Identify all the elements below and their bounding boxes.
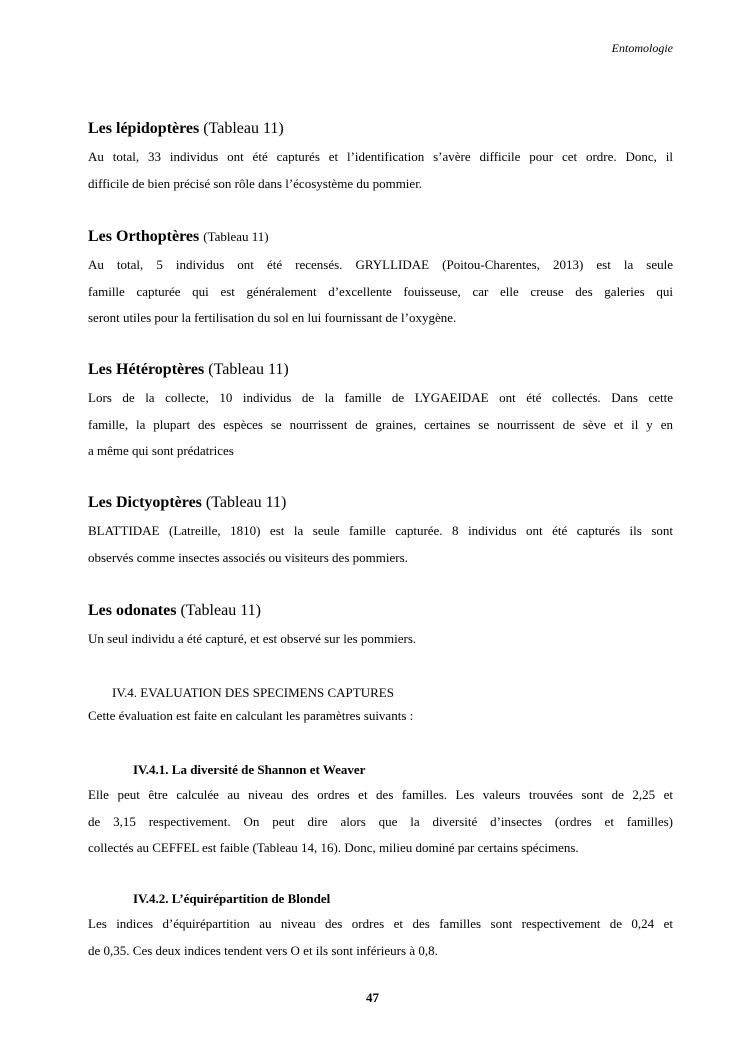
section-paragraph: Lors de la collecte, 10 individus de la famille de LYGAEIDAE ont été collectés. Dans cette famille, la plupart des espèces se nourrissent de graines, certaines se nourrissent de sève et il y en a même qui sont prédatrices [88, 390, 673, 458]
section-evaluation [88, 683, 673, 727]
section-blondel [88, 889, 673, 964]
section-heading: Les Orthoptères (Tableau 11) [88, 228, 269, 245]
blondel-heading: IV.4.2. L’équirépartition de Blondel [133, 891, 331, 906]
section-heading: Les odonates (Tableau 11) [88, 602, 261, 619]
section-paragraph: Un seul individu a été capturé, et est observé sur les pommiers. [88, 631, 417, 646]
section-heading: Les lépidoptères (Tableau 11) [88, 120, 284, 137]
evaluation-intro: Cette évaluation est faite en calculant les paramètres suivants : [88, 708, 414, 723]
section-heteropteres [88, 359, 673, 465]
section-dictyopteres [88, 492, 673, 571]
evaluation-heading: IV.4. EVALUATION DES SPECIMENS CAPTURES [112, 685, 394, 700]
section-odonates [88, 600, 673, 653]
section-orthopteres [88, 226, 673, 332]
shannon-heading: IV.4.1. La diversité de Shannon et Weaver [133, 762, 366, 777]
running-title: Entomologie [611, 41, 673, 55]
shannon-paragraph: Elle peut être calculée au niveau des ordres et des familles. Les valeurs trouvées sont de 2,25 et de 3,15 respectivement. On peut dire alors que la diversité d’insectes (ordres et familles) collectés au CEFFEL est faible (Tableau 14, 16). Donc, milieu dominé par certains spécimens. [88, 787, 673, 855]
blondel-paragraph: Les indices d’équirépartition au niveau des ordres et des familles sont respectivement de 0,24 et de 0,35. Ces deux indices tendent vers O et ils sont inférieurs à 0,8. [88, 916, 673, 958]
section-shannon [88, 760, 673, 862]
section-paragraph: Au total, 5 individus ont été recensés. GRYLLIDAE (Poitou-Charentes, 2013) est la seule famille capturée qui est généralement d’excellente fouisseuse, car elle creuse des galeries qui seront utiles pour la fertilisation du sol en lui fournissant de l’oxygène. [88, 257, 673, 325]
section-heading: Les Hétéroptères (Tableau 11) [88, 361, 289, 378]
section-heading: Les Dictyoptères (Tableau 11) [88, 494, 287, 511]
section-paragraph: Au total, 33 individus ont été capturés et l’identification s’avère difficile pour cet ordre. Donc, il difficile de bien précisé son rôle dans l’écosystème du pommier. [88, 149, 673, 191]
section-lepidopteres [88, 118, 673, 197]
page-number: 47 [366, 990, 379, 1005]
section-paragraph: BLATTIDAE (Latreille, 1810) est la seule famille capturée. 8 individus ont été capturés ils sont observés comme insectes associés ou visiteurs des pommiers. [88, 523, 673, 565]
